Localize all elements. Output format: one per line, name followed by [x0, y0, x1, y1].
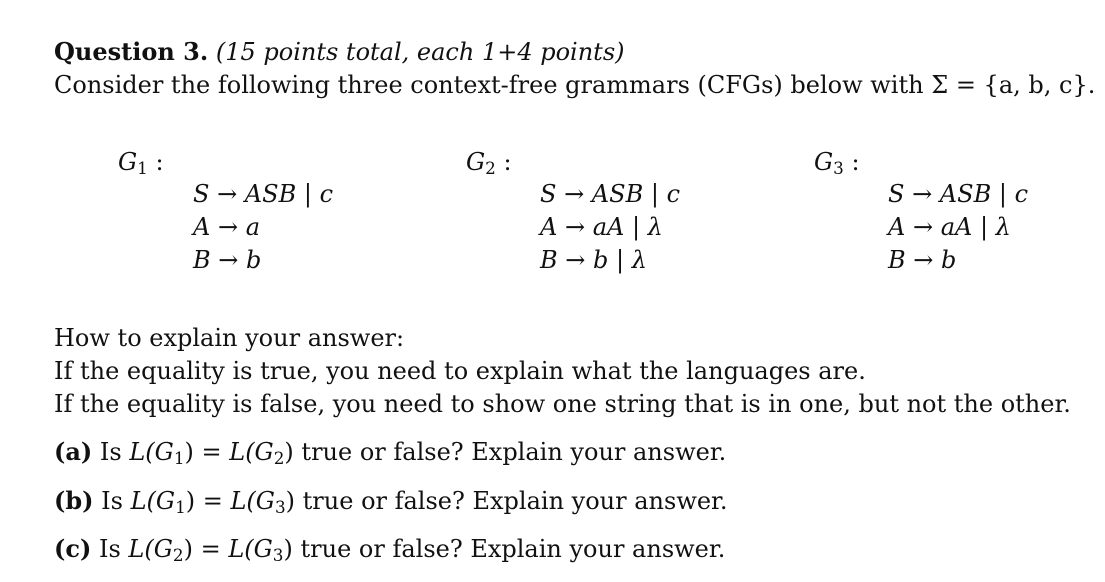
question-number: Question 3. [54, 37, 209, 66]
part-b-label: (b) [54, 486, 94, 515]
part-a-label: (a) [54, 437, 93, 466]
intro-text: Consider the following three context-free grammars (CFGs) below with [54, 71, 932, 99]
part-a: (a) Is $L(G_1) = L(G_2)$ true or false? Explain your answer. [54, 437, 727, 469]
instructions-false-case: If the equality is false, you need to show one string that is in one, but not the other. [54, 390, 1071, 418]
grammar-3-rule-b: B → b [888, 246, 957, 274]
question-intro [54, 73, 1095, 97]
grammar-3-rule-a: A → aA | λ [888, 213, 1011, 241]
grammar-1-rule-b: B → b [193, 246, 262, 274]
alphabet-definition: Σ = {a, b, c}. [931, 71, 1096, 99]
grammar-2-rule-s: S → ASB | c [540, 180, 681, 208]
instructions-true-case: If the equality is true, you need to explain what the languages are. [54, 357, 866, 385]
grammar-3-rule-s: S → ASB | c [888, 180, 1029, 208]
grammar-1-rule-s: S → ASB | c [193, 180, 334, 208]
instructions-heading: How to explain your answer: [54, 324, 405, 352]
part-c-label: (c) [54, 534, 92, 563]
part-b: (b) Is $L(G_1) = L(G_3)$ true or false? Explain your answer. [54, 486, 728, 518]
grammar-3-label: $G_3$ : [814, 148, 860, 179]
grammar-1-label: $G_1$ : [118, 148, 164, 179]
points-note: (15 points total, each 1+4 points) [215, 38, 625, 66]
grammar-2-rule-b: B → b | λ [540, 246, 647, 274]
grammar-2-label: $G_2$ : [466, 148, 512, 179]
grammar-1-rule-a: A → a [193, 213, 261, 241]
part-c: (c) Is $L(G_2) = L(G_3)$ true or false? Explain your answer. [54, 534, 726, 566]
grammar-2-rule-a: A → aA | λ [540, 213, 663, 241]
question-heading [54, 37, 625, 66]
